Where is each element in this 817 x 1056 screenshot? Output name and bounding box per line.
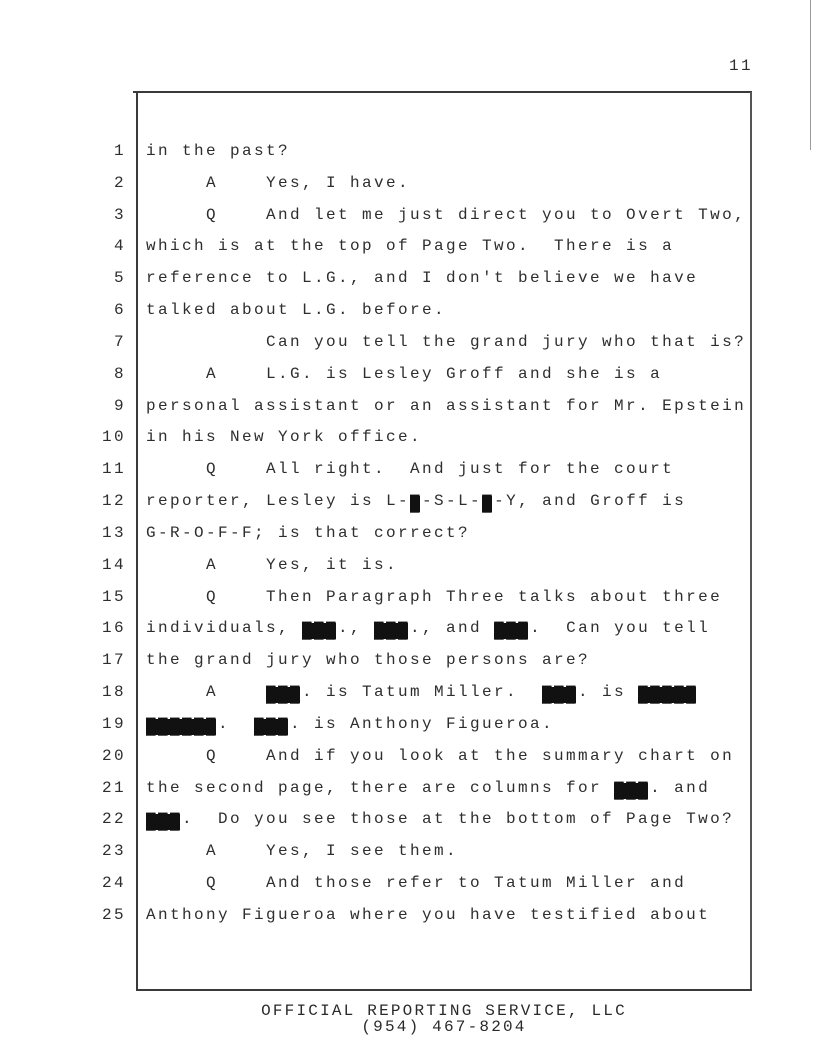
line-number: 25 bbox=[101, 905, 126, 924]
line-text bbox=[146, 263, 698, 295]
redaction-block: ███ bbox=[254, 717, 291, 736]
transcript-line bbox=[0, 518, 817, 550]
transcript-body bbox=[0, 136, 817, 932]
line-text bbox=[146, 136, 290, 168]
line-number: 19 bbox=[101, 714, 126, 733]
line-number: 23 bbox=[101, 842, 126, 861]
text-run: G-R-O-F-F; is that correct? bbox=[146, 523, 471, 542]
text-run: . is bbox=[578, 683, 639, 702]
transcript-line bbox=[0, 613, 817, 645]
line-number: 7 bbox=[113, 332, 126, 351]
transcript-line bbox=[0, 422, 817, 454]
redaction-block: ██████ bbox=[146, 717, 219, 736]
line-text bbox=[146, 836, 458, 868]
transcript-line bbox=[0, 454, 817, 486]
text-run: A Yes, I see them. bbox=[146, 842, 459, 861]
text-run: reference to L.G., and I don't believe we have bbox=[146, 269, 699, 288]
redaction-block: ███ bbox=[494, 622, 531, 641]
redaction-block: █ bbox=[482, 495, 495, 514]
reporting-service-name: OFFICIAL REPORTING SERVICE, LLC bbox=[261, 1002, 627, 1020]
line-number: 15 bbox=[101, 587, 126, 606]
redaction-block: ███ bbox=[374, 622, 411, 641]
line-number: 17 bbox=[101, 651, 126, 670]
line-number: 12 bbox=[101, 492, 126, 511]
line-text bbox=[146, 391, 746, 423]
line-number: 6 bbox=[113, 301, 126, 320]
transcript-line bbox=[0, 391, 817, 423]
line-number: 20 bbox=[101, 746, 126, 765]
redaction-block: ███ bbox=[266, 686, 303, 705]
line-text bbox=[146, 422, 422, 454]
line-number: 5 bbox=[113, 269, 126, 288]
line-text bbox=[146, 550, 398, 582]
text-run: individuals, bbox=[146, 619, 303, 638]
line-number: 8 bbox=[113, 364, 126, 383]
line-number: 21 bbox=[101, 778, 126, 797]
transcript-line bbox=[0, 773, 817, 805]
line-text bbox=[146, 773, 710, 805]
transcript-border-top bbox=[133, 91, 752, 93]
transcript-line bbox=[0, 200, 817, 232]
line-text bbox=[146, 200, 746, 232]
text-run: in the past? bbox=[146, 142, 291, 160]
text-run: which is at the top of Page Two. There is a bbox=[146, 237, 675, 256]
redaction-block: █████ bbox=[638, 686, 699, 705]
reporting-service-phone: (954) 467-8204 bbox=[361, 1018, 527, 1036]
transcript-line bbox=[0, 709, 817, 741]
transcript-line bbox=[0, 550, 817, 582]
transcript-line bbox=[0, 582, 817, 614]
transcript-line bbox=[0, 741, 817, 773]
text-run: Q Then Paragraph Three talks about three bbox=[146, 587, 723, 606]
transcript-line bbox=[0, 836, 817, 868]
transcript-line bbox=[0, 804, 817, 836]
line-number: 18 bbox=[101, 683, 126, 702]
line-text bbox=[146, 804, 734, 836]
transcript-line bbox=[0, 900, 817, 932]
transcript-border-bottom bbox=[137, 989, 752, 991]
transcript-line bbox=[0, 168, 817, 200]
line-text bbox=[146, 359, 662, 391]
transcript-line bbox=[0, 136, 817, 168]
text-run: the grand jury who those persons are? bbox=[146, 651, 591, 670]
line-text bbox=[146, 677, 698, 709]
text-run: the second page, there are columns for bbox=[146, 778, 615, 797]
line-number: 14 bbox=[101, 555, 126, 574]
line-text bbox=[146, 709, 554, 741]
line-text bbox=[146, 518, 470, 550]
redaction-block: ███ bbox=[542, 686, 579, 705]
transcript-line bbox=[0, 677, 817, 709]
redaction-block: █ bbox=[410, 495, 423, 514]
line-text bbox=[146, 231, 674, 263]
transcript-line bbox=[0, 868, 817, 900]
line-text bbox=[146, 741, 734, 773]
reporter-footer bbox=[254, 1003, 634, 1035]
text-run: . Can you tell bbox=[530, 619, 711, 638]
text-run: talked about L.G. before. bbox=[146, 301, 447, 320]
text-run: . is Anthony Figueroa. bbox=[290, 714, 555, 733]
transcript-line bbox=[0, 231, 817, 263]
text-run: A L.G. is Lesley Groff and she is a bbox=[146, 364, 663, 383]
text-run: . Do you see those at the bottom of Page Two? bbox=[182, 810, 735, 829]
transcript-line bbox=[0, 359, 817, 391]
text-run: A Yes, it is. bbox=[146, 555, 399, 574]
transcript-line bbox=[0, 295, 817, 327]
text-run: A Yes, I have. bbox=[146, 173, 411, 192]
scan-edge-line bbox=[810, 0, 811, 150]
text-run: reporter, Lesley is L- bbox=[146, 492, 411, 511]
line-text bbox=[146, 582, 722, 614]
text-run: . and bbox=[650, 778, 711, 797]
text-run: Can you tell the grand jury who that is? bbox=[146, 332, 747, 351]
line-number: 11 bbox=[101, 460, 126, 479]
text-run: -S-L- bbox=[422, 492, 483, 511]
line-number: 22 bbox=[101, 810, 126, 829]
text-run: Anthony Figueroa where you have testified about bbox=[146, 905, 711, 924]
redaction-block: ███ bbox=[146, 813, 183, 832]
line-text bbox=[146, 454, 674, 486]
line-number: 13 bbox=[101, 523, 126, 542]
redaction-block: ███ bbox=[614, 781, 651, 800]
text-run: Q And let me just direct you to Overt Two, bbox=[146, 205, 747, 224]
text-run: Q And those refer to Tatum Miller and bbox=[146, 874, 687, 893]
text-run: Q And if you look at the summary chart on bbox=[146, 746, 735, 765]
line-number: 3 bbox=[113, 205, 126, 224]
line-text bbox=[146, 486, 686, 518]
line-text bbox=[146, 295, 446, 327]
transcript-line bbox=[0, 486, 817, 518]
line-number: 24 bbox=[101, 874, 126, 893]
line-number: 2 bbox=[113, 173, 126, 192]
line-text bbox=[146, 645, 590, 677]
text-run: -Y, and Groff is bbox=[494, 492, 687, 511]
transcript-line bbox=[0, 327, 817, 359]
page-number: 11 bbox=[729, 57, 754, 75]
text-run: ., and bbox=[410, 619, 495, 638]
line-number: 1 bbox=[113, 142, 126, 160]
text-run: ., bbox=[338, 619, 375, 638]
line-text bbox=[146, 327, 746, 359]
line-text bbox=[146, 900, 710, 932]
line-text bbox=[146, 868, 686, 900]
line-text bbox=[146, 613, 710, 645]
line-number: 16 bbox=[101, 619, 126, 638]
text-run: Q All right. And just for the court bbox=[146, 460, 675, 479]
text-run: in his New York office. bbox=[146, 428, 423, 447]
text-run: . bbox=[218, 714, 255, 733]
transcript-line bbox=[0, 263, 817, 295]
text-run: . is Tatum Miller. bbox=[302, 683, 543, 702]
text-run: A bbox=[146, 683, 267, 702]
line-text bbox=[146, 168, 410, 200]
text-run: personal assistant or an assistant for Mr. Epstein bbox=[146, 396, 747, 415]
line-number: 9 bbox=[113, 396, 126, 415]
line-number: 10 bbox=[101, 428, 126, 447]
line-number: 4 bbox=[113, 237, 126, 256]
redaction-block: ███ bbox=[302, 622, 339, 641]
transcript-line bbox=[0, 645, 817, 677]
